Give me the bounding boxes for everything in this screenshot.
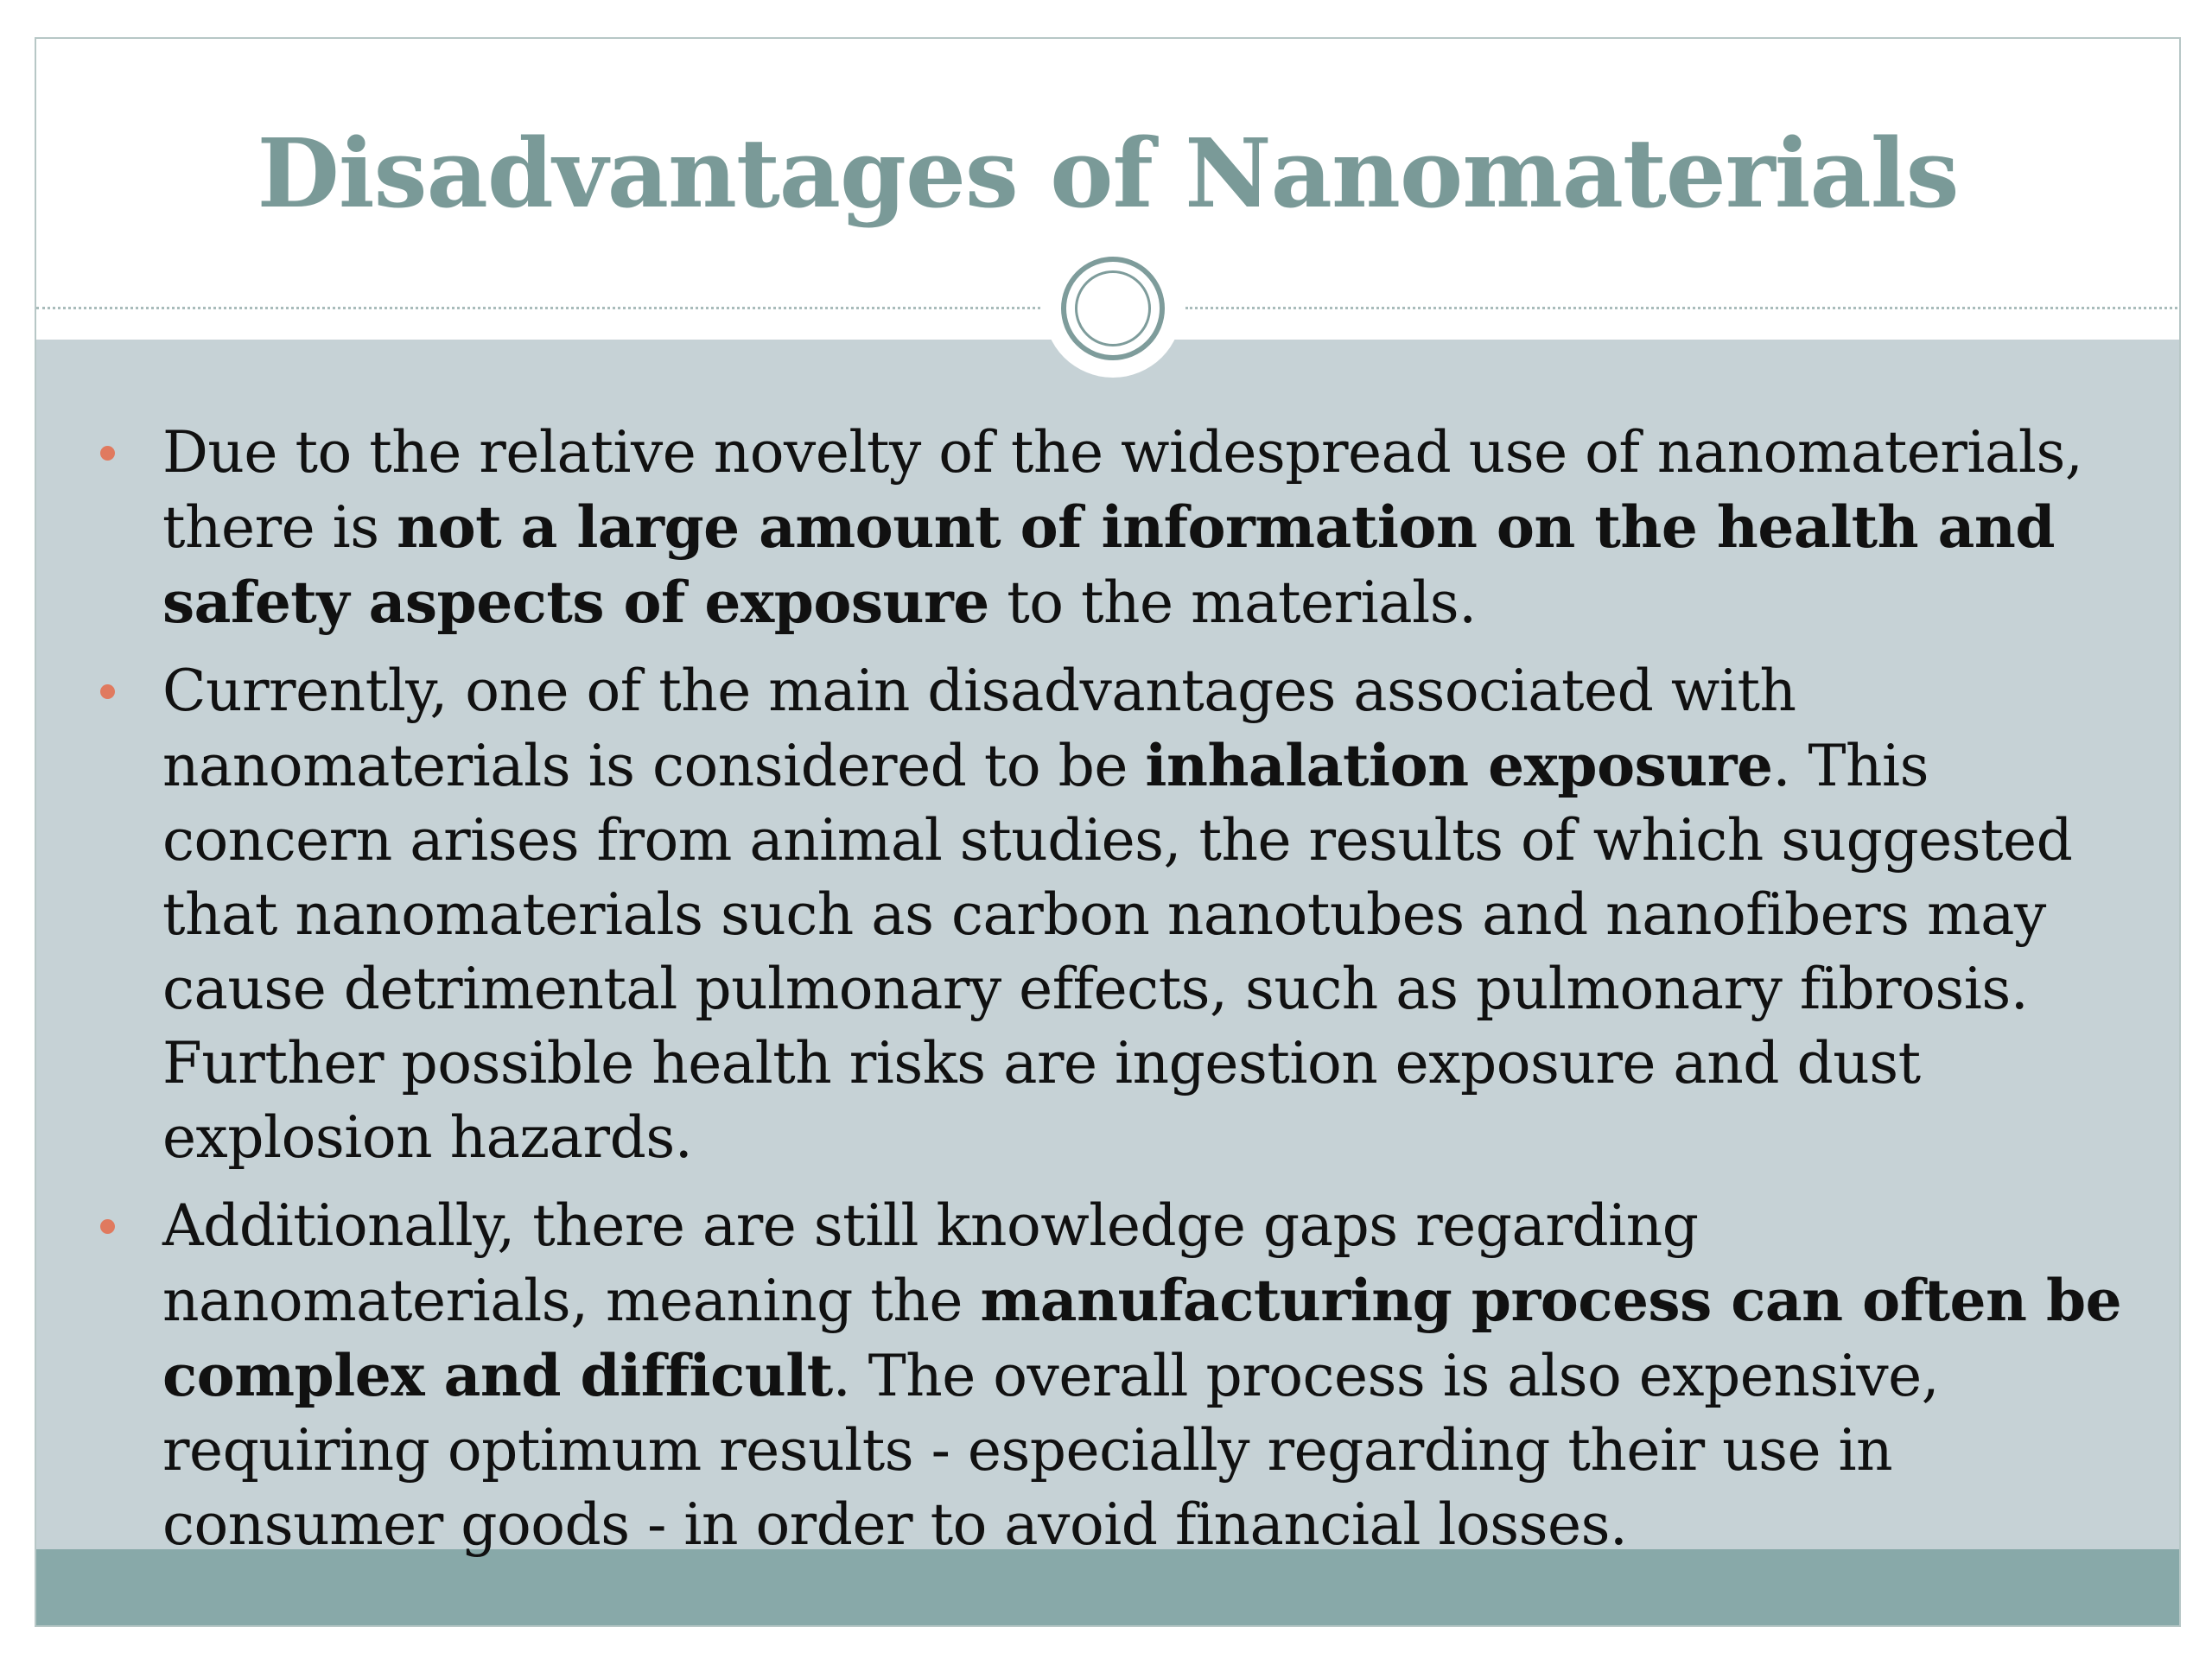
bullet-dot-icon — [100, 446, 115, 461]
bullet-text: Due to the relative novelty of the widespread use of nanomaterials, there is not a large amount of information on the health and safety aspects of exposure to the materials. — [162, 419, 2083, 636]
divider-line-left — [36, 307, 1040, 309]
bullet-list — [36, 416, 2181, 1576]
bullet-dot-icon — [100, 1219, 115, 1234]
slide-title: Disadvantages of Nanomaterials — [257, 118, 1959, 229]
bullet-emphasis: not a large amount of information on the health and safety aspects of exposure — [162, 493, 2055, 636]
bullet-item — [36, 416, 2181, 640]
bullet-emphasis: inhalation exposure — [1145, 732, 1773, 799]
bullet-dot-icon — [100, 684, 115, 699]
bullet-text: Additionally, there are still knowledge gaps regarding nanomaterials, meaning the manufacturing process can often be complex and difficult. The overall process is also expensive, requiring optimum results - especially regarding their use in consumer goods - in order to avoid financial losses. — [162, 1192, 2122, 1558]
bullet-text: Currently, one of the main disadvantages associated with nanomaterials is considered to be inhalation exposure. This concern arises from animal studies, the results of which suggested that nanomaterials such as carbon nanotubes and nanofibers may cause detrimental pulmonary effects, such as pulmonary fibrosis. Further possible health risks are ingestion exposure and dust explosion hazards. — [162, 658, 2073, 1171]
bullet-item — [36, 654, 2181, 1175]
circle-ring-icon — [1044, 239, 1182, 378]
divider-line-right — [1185, 307, 2181, 309]
bullet-item — [36, 1189, 2181, 1562]
slide — [35, 37, 2181, 1627]
bullet-emphasis: manufacturing process can often be complex and difficult — [162, 1267, 2122, 1409]
